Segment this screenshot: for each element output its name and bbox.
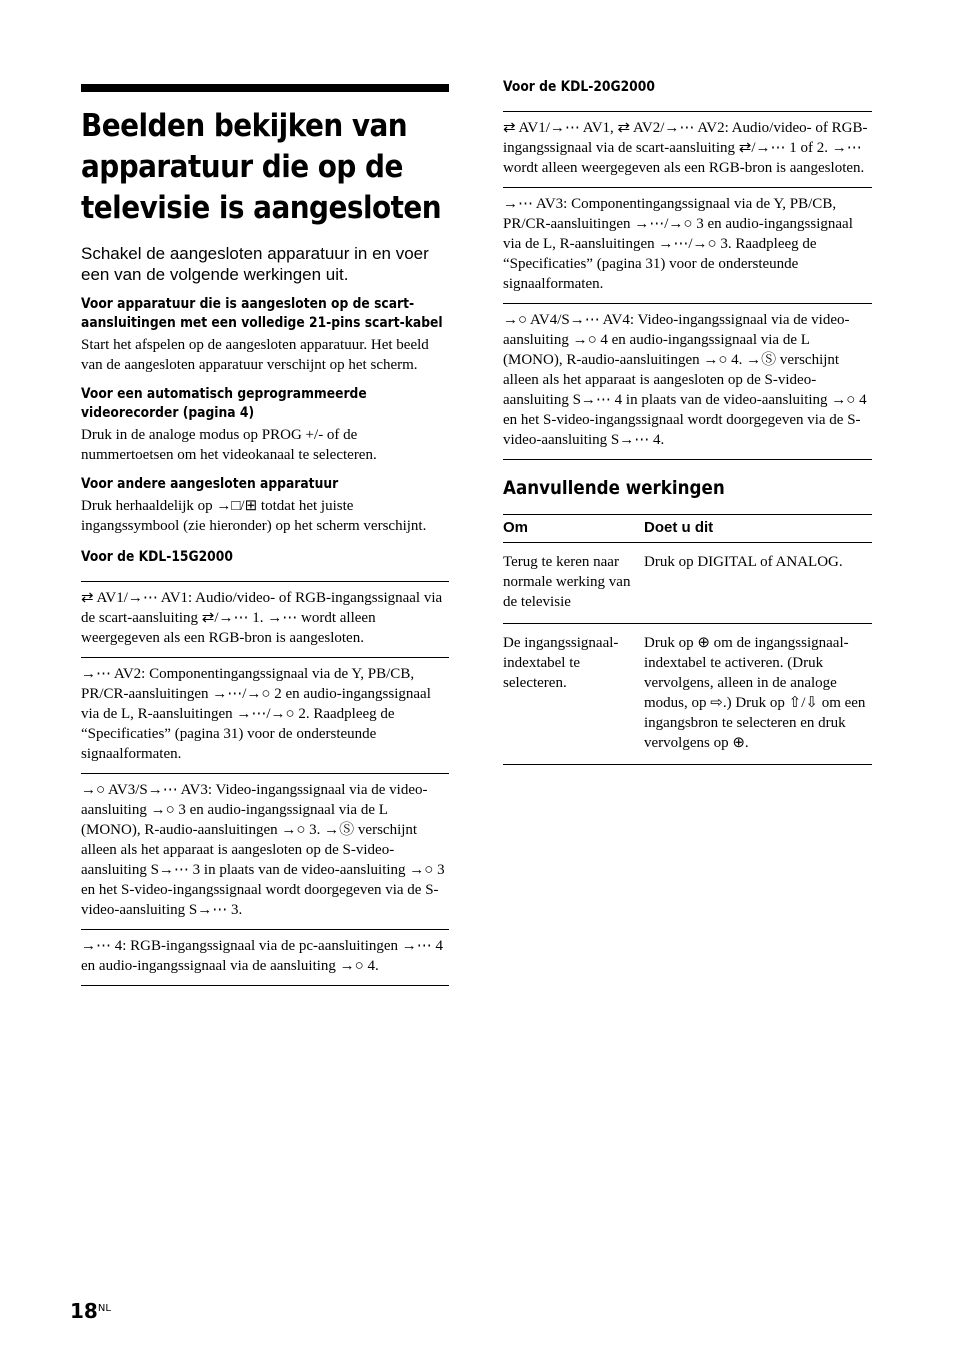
intro-text: Schakel de aangesloten apparatuur in en voer een van de volgende werkingen uit.	[81, 244, 429, 284]
kdl15-block-1: ⇄ AV1/→⋯ AV1: Audio/video- of RGB-ingangssignaal via de scart-aansluiting ⇄/→⋯ 1. →⋯ wordt alleen weergegeven als een RGB-bron is aangesloten.	[81, 581, 449, 657]
extra-heading: Aanvullende werkingen	[503, 477, 725, 499]
other-text: Druk herhaaldelijk op →□/⊞ totdat het juiste ingangssymbool (zie hieronder) op het scherm verschijnt.	[81, 498, 427, 534]
kdl15-block-4: →⋯ 4: RGB-ingangssignaal via de pc-aansluitingen →⋯ 4 en audio-ingangssignaal via de aansluiting →○ 4.	[81, 929, 449, 986]
row-doe: Druk op DIGITAL of ANALOG.	[644, 543, 872, 624]
kdl20-block-2: →⋯ AV3: Componentingangssignaal via de Y, PB/CB, PR/CR-aansluitingen →⋯/→○ 3 en audio-ingangssignaal via de L, R-aansluitingen →⋯/→○ 3. Raadpleeg de “Specificaties” (pagina 31) voor de ondersteunde signaalformaten.	[503, 187, 872, 303]
extra-table-header	[503, 515, 872, 543]
kdl20-block-1: ⇄ AV1/→⋯ AV1, ⇄ AV2/→⋯ AV2: Audio/video- of RGB-ingangssignaal via de scart-aansluiting ⇄/→⋯ 1 of 2. →⋯ wordt alleen weergegeven als een RGB-bron is aangesloten.	[503, 111, 872, 187]
page-title: Beelden bekijken van apparatuur die op de televisie is aangesloten	[81, 108, 442, 226]
col-om: Om	[503, 515, 644, 543]
kdl20-blocks	[503, 111, 872, 460]
kdl20-block-3: →○ AV4/S→⋯ AV4: Video-ingangssignaal via de video-aansluiting →○ 4 en audio-ingangssignaal via de L (MONO), R-audio-aansluitingen →○ 4. →Ⓢ verschijnt alleen als het apparaat is aangesloten op de S-video-aansluiting S→⋯ 4 in plaats van de video-aansluiting →○ 4 en het S-video-ingangssignaal wordt doorgegeven via de S-video-aansluiting S→⋯ 4.	[503, 303, 872, 460]
kdl15-block-2: →⋯ AV2: Componentingangssignaal via de Y, PB/CB, PR/CR-aansluitingen →⋯/→○ 2 en audio-ingangssignaal via de L, R-aansluitingen →⋯/→○ 2. Raadpleeg de “Specificaties” (pagina 31) voor de ondersteunde signaalformaten.	[81, 657, 449, 773]
kdl15-blocks	[81, 581, 449, 986]
right-column	[503, 78, 872, 765]
scart-text: Start het afspelen op de aangesloten apparatuur. Het beeld van de aangesloten apparatuur verschijnt op het scherm.	[81, 337, 429, 373]
row-om: De ingangssignaal-indextabel te selecteren.	[503, 624, 644, 765]
vcr-text: Druk in de analoge modus op PROG +/- of de nummertoetsen om het videokanaal te selecteren.	[81, 427, 377, 463]
extra-table	[503, 514, 872, 765]
kdl15-block-3: →○ AV3/S→⋯ AV3: Video-ingangssignaal via de video-aansluiting →○ 3 en audio-ingangssignaal via de L (MONO), R-audio-aansluitingen →○ 3. →Ⓢ verschijnt alleen als het apparaat is aangesloten op de S-video-aansluiting S→⋯ 3 in plaats van de video-aansluiting →○ 3 en het S-video-ingangssignaal wordt doorgegeven via de S-video-aansluiting S→⋯ 3.	[81, 773, 449, 929]
scart-heading: Voor apparatuur die is aangesloten op de scart-aansluitingen met een volledige 21-pins scart-kabel	[81, 296, 443, 331]
table-row	[503, 543, 872, 624]
page-lang: NL	[97, 1303, 111, 1314]
title-rule	[81, 84, 449, 92]
other-heading: Voor andere aangesloten apparatuur	[81, 476, 339, 492]
left-column	[81, 84, 449, 986]
row-doe: Druk op ⊕ om de ingangssignaal-indextabel te activeren. (Druk vervolgens, alleen in de analoge modus, op ⇨.) Druk op ⇧/⇩ om een ingangsbron te selecteren en druk vervolgens op ⊕.	[644, 624, 872, 765]
vcr-heading: Voor een automatisch geprogrammeerde videorecorder (pagina 4)	[81, 386, 367, 421]
kdl20-heading: Voor de KDL-20G2000	[503, 79, 655, 95]
kdl15-heading: Voor de KDL-15G2000	[81, 549, 233, 565]
row-om: Terug te keren naar normale werking van de televisie	[503, 543, 644, 624]
page-number: $18^{NL}$	[70, 1299, 111, 1323]
col-doe: Doet u dit	[644, 515, 872, 543]
table-row	[503, 624, 872, 765]
